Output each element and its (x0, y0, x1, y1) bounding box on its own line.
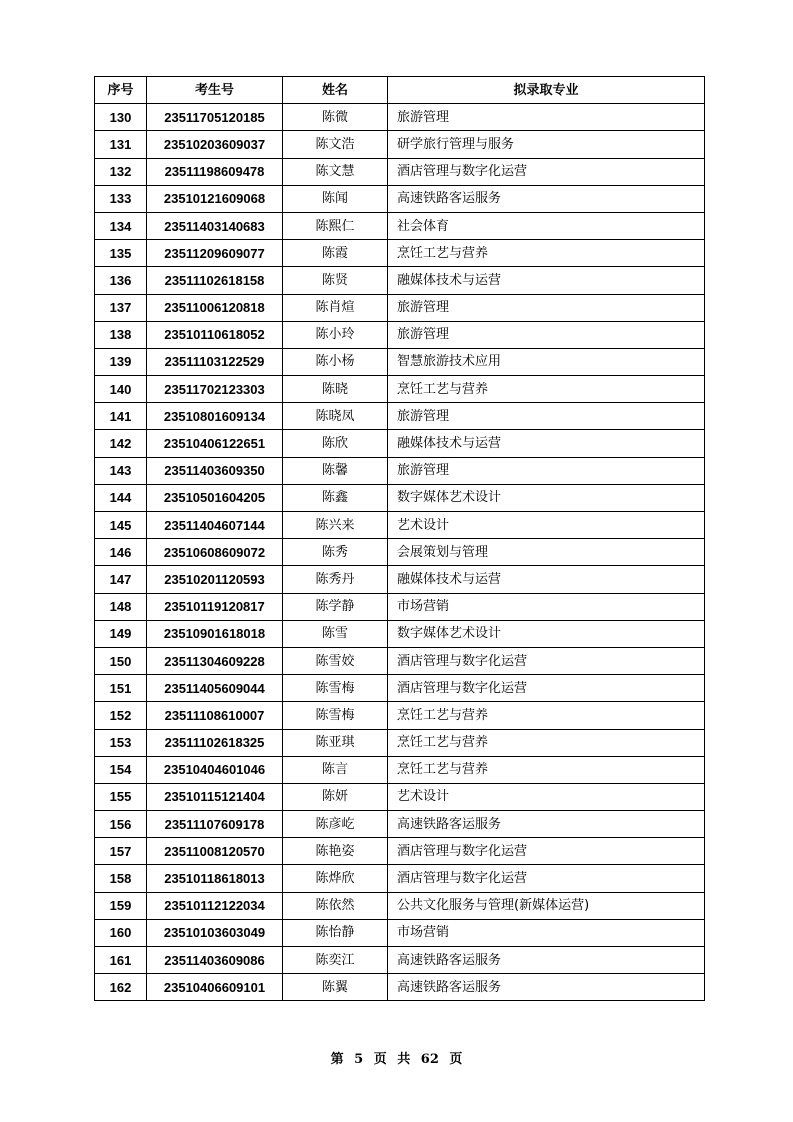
cell-exam-id: 23510901618018 (147, 620, 283, 647)
cell-name: 陈彦屹 (283, 811, 388, 838)
cell-name: 陈艳姿 (283, 838, 388, 865)
cell-name: 陈兴来 (283, 512, 388, 539)
table-row (95, 865, 705, 892)
table-row (95, 620, 705, 647)
cell-name: 陈欣 (283, 430, 388, 457)
footer-page-word: 页 (373, 1052, 387, 1067)
table-row (95, 675, 705, 702)
cell-major: 艺术设计 (388, 783, 705, 810)
cell-exam-id: 23511102618325 (147, 729, 283, 756)
cell-seq: 160 (95, 919, 147, 946)
cell-major: 数字媒体艺术设计 (388, 620, 705, 647)
table-row (95, 131, 705, 158)
cell-major: 旅游管理 (388, 321, 705, 348)
cell-exam-id: 23510501604205 (147, 484, 283, 511)
cell-name: 陈晓 (283, 376, 388, 403)
cell-seq: 151 (95, 675, 147, 702)
cell-seq: 136 (95, 267, 147, 294)
admission-list-table (94, 76, 705, 1001)
cell-seq: 135 (95, 240, 147, 267)
cell-name: 陈烨欣 (283, 865, 388, 892)
cell-seq: 139 (95, 348, 147, 375)
cell-exam-id: 23510119120817 (147, 593, 283, 620)
cell-major: 旅游管理 (388, 457, 705, 484)
cell-major: 高速铁路客运服务 (388, 811, 705, 838)
cell-seq: 131 (95, 131, 147, 158)
cell-exam-id: 23510608609072 (147, 539, 283, 566)
cell-seq: 130 (95, 104, 147, 131)
cell-major: 会展策划与管理 (388, 539, 705, 566)
table-row (95, 185, 705, 212)
table-row (95, 294, 705, 321)
cell-major: 旅游管理 (388, 104, 705, 131)
table-row (95, 539, 705, 566)
table-row (95, 838, 705, 865)
cell-exam-id: 23510103603049 (147, 919, 283, 946)
table-row (95, 104, 705, 131)
cell-seq: 138 (95, 321, 147, 348)
cell-exam-id: 23510121609068 (147, 185, 283, 212)
cell-seq: 145 (95, 512, 147, 539)
cell-major: 酒店管理与数字化运营 (388, 838, 705, 865)
cell-name: 陈贤 (283, 267, 388, 294)
cell-seq: 146 (95, 539, 147, 566)
cell-exam-id: 23511108610007 (147, 702, 283, 729)
cell-exam-id: 23511403140683 (147, 212, 283, 239)
cell-exam-id: 23511705120185 (147, 104, 283, 131)
cell-name: 陈雪梅 (283, 675, 388, 702)
cell-name: 陈雪梅 (283, 702, 388, 729)
cell-name: 陈小玲 (283, 321, 388, 348)
footer-total-pages: 62 (420, 1052, 439, 1067)
cell-major: 烹饪工艺与营养 (388, 376, 705, 403)
cell-seq: 150 (95, 647, 147, 674)
cell-name: 陈翼 (283, 974, 388, 1001)
cell-seq: 133 (95, 185, 147, 212)
cell-major: 社会体育 (388, 212, 705, 239)
page-footer (0, 1048, 793, 1067)
table-row (95, 321, 705, 348)
cell-name: 陈鑫 (283, 484, 388, 511)
table-row (95, 512, 705, 539)
cell-major: 旅游管理 (388, 294, 705, 321)
cell-name: 陈言 (283, 756, 388, 783)
table-row (95, 240, 705, 267)
header-name: 姓名 (283, 77, 388, 104)
cell-name: 陈学静 (283, 593, 388, 620)
cell-exam-id: 23511103122529 (147, 348, 283, 375)
table-row (95, 756, 705, 783)
cell-name: 陈奕江 (283, 947, 388, 974)
table-row (95, 919, 705, 946)
cell-seq: 149 (95, 620, 147, 647)
cell-name: 陈肖煊 (283, 294, 388, 321)
cell-seq: 154 (95, 756, 147, 783)
table-row (95, 403, 705, 430)
cell-major: 艺术设计 (388, 512, 705, 539)
cell-seq: 147 (95, 566, 147, 593)
table-row (95, 267, 705, 294)
cell-major: 智慧旅游技术应用 (388, 348, 705, 375)
cell-major: 酒店管理与数字化运营 (388, 158, 705, 185)
cell-major: 烹饪工艺与营养 (388, 702, 705, 729)
cell-major: 融媒体技术与运营 (388, 267, 705, 294)
cell-major: 烹饪工艺与营养 (388, 756, 705, 783)
table-row (95, 566, 705, 593)
cell-seq: 132 (95, 158, 147, 185)
table-row (95, 647, 705, 674)
cell-seq: 161 (95, 947, 147, 974)
cell-exam-id: 23510110618052 (147, 321, 283, 348)
cell-major: 烹饪工艺与营养 (388, 240, 705, 267)
cell-exam-id: 23510203609037 (147, 131, 283, 158)
cell-exam-id: 23511404607144 (147, 512, 283, 539)
cell-seq: 156 (95, 811, 147, 838)
cell-name: 陈晓凤 (283, 403, 388, 430)
table-row (95, 702, 705, 729)
cell-name: 陈雪姣 (283, 647, 388, 674)
table-row (95, 811, 705, 838)
cell-exam-id: 23511403609350 (147, 457, 283, 484)
cell-major: 烹饪工艺与营养 (388, 729, 705, 756)
footer-total-word: 共 (397, 1052, 411, 1067)
cell-seq: 141 (95, 403, 147, 430)
cell-exam-id: 23511304609228 (147, 647, 283, 674)
cell-exam-id: 23510201120593 (147, 566, 283, 593)
cell-major: 酒店管理与数字化运营 (388, 675, 705, 702)
cell-seq: 142 (95, 430, 147, 457)
table-body (95, 104, 705, 1001)
cell-major: 市场营销 (388, 593, 705, 620)
cell-exam-id: 23511107609178 (147, 811, 283, 838)
cell-exam-id: 23511405609044 (147, 675, 283, 702)
cell-name: 陈秀丹 (283, 566, 388, 593)
cell-seq: 158 (95, 865, 147, 892)
header-major: 拟录取专业 (388, 77, 705, 104)
table-row (95, 158, 705, 185)
cell-name: 陈秀 (283, 539, 388, 566)
cell-major: 高速铁路客运服务 (388, 947, 705, 974)
cell-name: 陈亚琪 (283, 729, 388, 756)
cell-exam-id: 23510115121404 (147, 783, 283, 810)
table-row (95, 376, 705, 403)
cell-major: 市场营销 (388, 919, 705, 946)
cell-exam-id: 23510112122034 (147, 892, 283, 919)
table-row (95, 348, 705, 375)
cell-exam-id: 23511006120818 (147, 294, 283, 321)
cell-seq: 144 (95, 484, 147, 511)
cell-exam-id: 23511008120570 (147, 838, 283, 865)
cell-seq: 153 (95, 729, 147, 756)
cell-exam-id: 23511702123303 (147, 376, 283, 403)
cell-name: 陈馨 (283, 457, 388, 484)
cell-major: 研学旅行管理与服务 (388, 131, 705, 158)
header-exam-id: 考生号 (147, 77, 283, 104)
table-row (95, 593, 705, 620)
cell-major: 高速铁路客运服务 (388, 185, 705, 212)
cell-seq: 134 (95, 212, 147, 239)
cell-name: 陈文浩 (283, 131, 388, 158)
cell-seq: 148 (95, 593, 147, 620)
cell-major: 公共文化服务与管理(新媒体运营) (388, 892, 705, 919)
cell-name: 陈依然 (283, 892, 388, 919)
cell-major: 旅游管理 (388, 403, 705, 430)
cell-exam-id: 23510118618013 (147, 865, 283, 892)
cell-name: 陈闻 (283, 185, 388, 212)
cell-seq: 162 (95, 974, 147, 1001)
cell-seq: 140 (95, 376, 147, 403)
cell-exam-id: 23511209609077 (147, 240, 283, 267)
header-seq: 序号 (95, 77, 147, 104)
cell-seq: 157 (95, 838, 147, 865)
cell-major: 酒店管理与数字化运营 (388, 647, 705, 674)
cell-seq: 152 (95, 702, 147, 729)
table-row (95, 783, 705, 810)
cell-name: 陈熙仁 (283, 212, 388, 239)
cell-exam-id: 23511403609086 (147, 947, 283, 974)
table-row (95, 430, 705, 457)
footer-suffix: 页 (449, 1052, 463, 1067)
footer-prefix: 第 (330, 1052, 344, 1067)
cell-name: 陈霞 (283, 240, 388, 267)
cell-name: 陈怡静 (283, 919, 388, 946)
cell-name: 陈妍 (283, 783, 388, 810)
cell-name: 陈文慧 (283, 158, 388, 185)
table-row (95, 729, 705, 756)
cell-exam-id: 23510406122651 (147, 430, 283, 457)
cell-exam-id: 23511102618158 (147, 267, 283, 294)
table-row (95, 212, 705, 239)
table-header-row (95, 77, 705, 104)
table-row (95, 892, 705, 919)
cell-seq: 155 (95, 783, 147, 810)
cell-seq: 159 (95, 892, 147, 919)
cell-major: 融媒体技术与运营 (388, 430, 705, 457)
cell-seq: 143 (95, 457, 147, 484)
table-row (95, 484, 705, 511)
cell-exam-id: 23511198609478 (147, 158, 283, 185)
cell-name: 陈小杨 (283, 348, 388, 375)
cell-major: 融媒体技术与运营 (388, 566, 705, 593)
cell-major: 酒店管理与数字化运营 (388, 865, 705, 892)
cell-name: 陈雪 (283, 620, 388, 647)
cell-major: 高速铁路客运服务 (388, 974, 705, 1001)
table-row (95, 457, 705, 484)
cell-name: 陈微 (283, 104, 388, 131)
cell-seq: 137 (95, 294, 147, 321)
cell-exam-id: 23510404601046 (147, 756, 283, 783)
table-row (95, 974, 705, 1001)
table-row (95, 947, 705, 974)
cell-major: 数字媒体艺术设计 (388, 484, 705, 511)
footer-current-page: 5 (354, 1052, 364, 1067)
cell-exam-id: 23510406609101 (147, 974, 283, 1001)
cell-exam-id: 23510801609134 (147, 403, 283, 430)
